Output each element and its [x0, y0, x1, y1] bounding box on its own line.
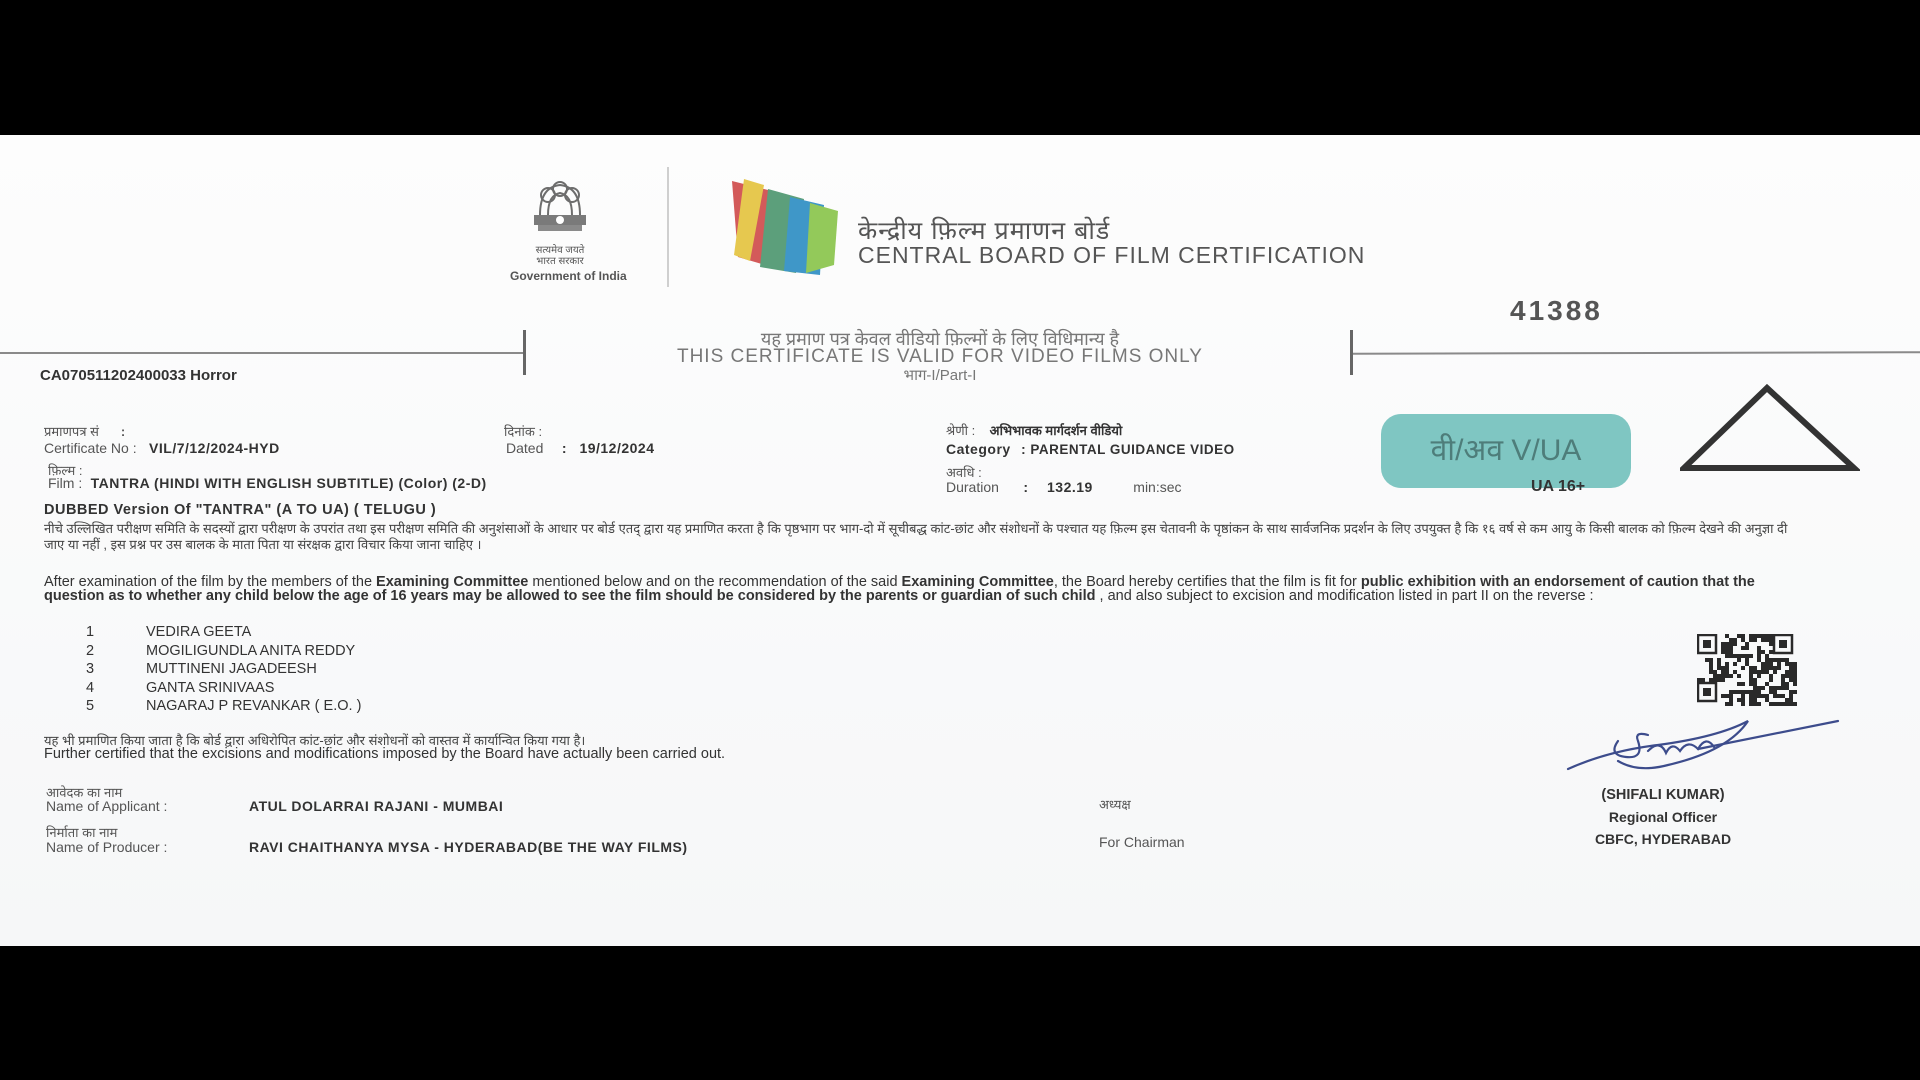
- category-row: [946, 441, 1235, 459]
- officer-title: Regional Officer: [1608, 809, 1718, 825]
- board-name-hindi: केन्द्रीय फ़िल्म प्रमाणन बोर्ड: [858, 217, 1111, 245]
- duration-label-hindi: अवधि :: [946, 465, 982, 480]
- duration-value: 132.19: [1047, 479, 1093, 495]
- applicant-row: [46, 798, 503, 816]
- qr-code-icon: [1697, 634, 1797, 708]
- emblem-motto: सत्यमेव जयते: [535, 245, 585, 256]
- dated-label: Dated: [506, 440, 544, 456]
- rating-badge: वी/अव V/UA: [1381, 414, 1631, 488]
- banner-rule-left: [0, 352, 525, 354]
- list-item: 2 MOGILIGUNDLA ANITA REDDY: [86, 642, 356, 659]
- category-value: : PARENTAL GUIDANCE VIDEO: [1021, 442, 1235, 457]
- film-label: Film :: [48, 475, 83, 491]
- officer-office: CBFC, HYDERABAD: [1594, 831, 1732, 847]
- category-value-hindi: अभिभावक मार्गदर्शन वीडियो: [989, 423, 1123, 438]
- dubbed-note: DUBBED Version Of "TANTRA" (A TO UA) ( TELUGU ): [44, 502, 437, 518]
- emblem-govt-english: Government of India: [510, 269, 627, 283]
- validity-part: भाग-I/Part-I: [903, 367, 977, 384]
- certificate-label: Certificate No :: [44, 440, 137, 456]
- certificate-number-row: [44, 440, 280, 458]
- validity-english: THIS CERTIFICATE IS VALID FOR VIDEO FILMS ONLY: [676, 346, 1203, 367]
- duration-row: Duration : 132.19 min:sec: [946, 479, 1182, 495]
- list-item: 4 GANTA SRINIVAAS: [86, 679, 275, 696]
- triangle-icon: [1680, 384, 1860, 474]
- certificate-number: VIL/7/12/2024-HYD: [149, 440, 280, 456]
- triangle-symbol: [1680, 384, 1860, 479]
- qr-code: [1697, 634, 1797, 713]
- certification-text-english: After examination of the film by the members of the Examining Committee mentioned below and on the recommendation of the said Examining Committee, the Board hereby certifies that the film is fit for public exhibition with an endorsement of caution that the question as to whether any child below the age of 16 years may be allowed to see the film should be considered by the parents or guardian of such child , and also subject to excision and modification listed in part II on the reverse :: [44, 574, 1755, 604]
- list-item: 5 NAGARAJ P REVANKAR ( E.O. ): [86, 698, 362, 714]
- dated-value: 19/12/2024: [579, 440, 655, 456]
- duration-unit: min:sec: [1133, 479, 1182, 495]
- certification-text-hindi: नीचे उल्लिखित परीक्षण समिति के सदस्यों द्वारा परीक्षण के उपरांत तथा इस परीक्षण समिति की अनुशंसाओं के आधार पर बोर्ड एतद् द्वारा यह प्रमाणित करता है कि पृष्ठभाग पर भाग-दो में सूचीबद्ध कांट-छांट और संशोधनों के पश्चात यह फ़िल्म इस चेतावनी के पृष्ठांकन के साथ सार्वजनिक प्रदर्शन के लिए उपयुक्त है कि १६ वर्ष से कम आयु के किसी बालक को फ़िल्म देखने की अनुज्ञा दी जाए या नहीं , इस प्रश्न पर उस बालक के माता पिता या संरक्षक द्वारा विचार किया जाना चाहिए ।: [44, 521, 1788, 552]
- list-item: 3 MUTTINENI JAGADEESH: [86, 661, 317, 677]
- category-label-hindi: श्रेणी :: [946, 423, 976, 438]
- board-name-english: CENTRAL BOARD OF FILM CERTIFICATION: [858, 242, 1366, 268]
- certificate-label-hindi: प्रमाणपत्र सं :: [44, 424, 126, 439]
- serial-number: 41388: [1510, 295, 1603, 326]
- film-row: [48, 475, 487, 493]
- further-certified-hindi: यह भी प्रमाणित किया जाता है कि बोर्ड द्वारा अधिरोपित कांट-छांट और संशोधनों को वास्तव में कार्यान्वित किया गया है।: [44, 733, 586, 748]
- applicant-label-hindi: आवेदक का नाम: [46, 785, 123, 800]
- producer-name: RAVI CHAITHANYA MYSA - HYDERABAD(BE THE WAY FILMS): [249, 839, 688, 855]
- emblem-govt-hindi: भारत सरकार: [536, 256, 584, 267]
- committee-members: [86, 623, 361, 716]
- chairman-hindi: अध्यक्ष: [1099, 797, 1131, 812]
- duration-label: Duration: [946, 479, 999, 495]
- producer-label-hindi: निर्माता का नाम: [46, 825, 118, 840]
- producer-label: Name of Producer :: [46, 839, 168, 855]
- applicant-label: Name of Applicant :: [46, 798, 168, 814]
- chairman-english: For Chairman: [1099, 834, 1185, 850]
- officer-signature: [1548, 711, 1848, 791]
- banner-rule-right: [1352, 351, 1920, 354]
- catalog-number: CA070511202400033 Horror: [40, 367, 237, 384]
- producer-row: [46, 839, 688, 857]
- officer-name: (SHIFALI KUMAR): [1601, 787, 1725, 803]
- cbfc-logo-icon: [724, 175, 844, 285]
- category-hindi-row: [946, 421, 1122, 440]
- age-rating: UA 16+: [1531, 478, 1586, 495]
- category-label: Category: [946, 441, 1011, 457]
- certificate-document: [0, 135, 1920, 946]
- signature-icon: [1548, 711, 1848, 786]
- banner-tick-left: [523, 330, 526, 375]
- lion-capital-icon: [520, 175, 600, 245]
- validity-hindi: यह प्रमाण पत्र केवल वीडियो फ़िल्मों के लिए विधिमान्य है: [760, 329, 1120, 349]
- film-title: TANTRA (HINDI WITH ENGLISH SUBTITLE) (Color) (2-D): [90, 475, 487, 491]
- further-certified-english: Further certified that the excisions and modifications imposed by the Board have actually been carried out.: [44, 746, 726, 762]
- applicant-name: ATUL DOLARRAI RAJANI - MUMBAI: [249, 798, 504, 814]
- dated-row: Dated : 19/12/2024: [506, 440, 655, 456]
- banner-tick-right: [1350, 330, 1353, 375]
- cbfc-logo: [724, 175, 844, 290]
- dated-label-hindi: दिनांक :: [504, 424, 543, 439]
- film-label-hindi: फ़िल्म :: [48, 463, 83, 478]
- government-emblem: [510, 175, 627, 283]
- list-item: 1 VEDIRA GEETA: [86, 624, 252, 640]
- header-divider: [667, 167, 669, 287]
